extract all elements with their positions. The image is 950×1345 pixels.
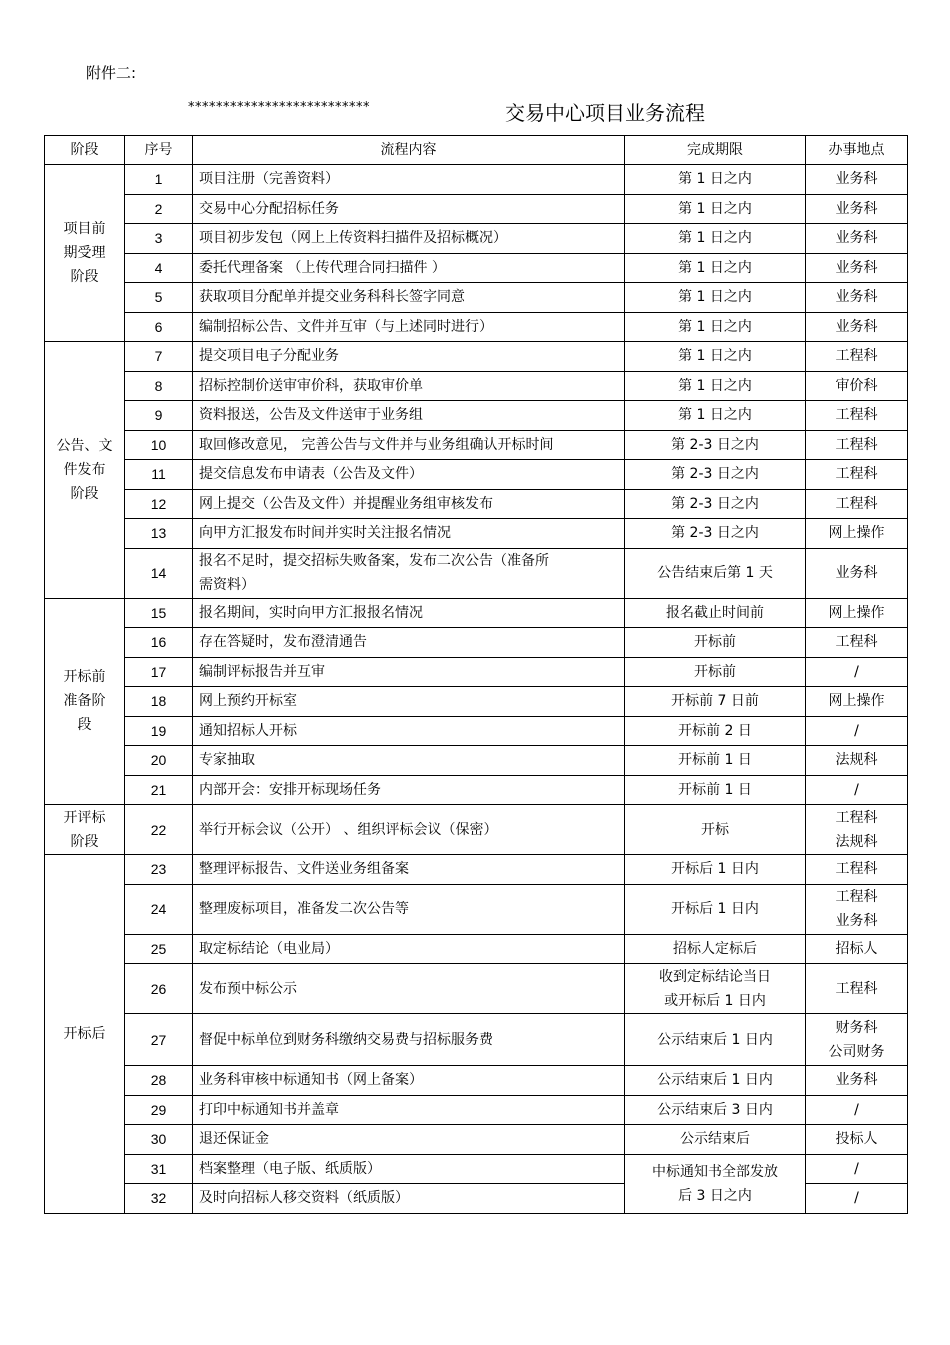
seq-cell: 8 bbox=[125, 371, 193, 401]
seq-cell: 1 bbox=[125, 165, 193, 195]
deadline-cell: 公示结束后 1 日内 bbox=[625, 1014, 806, 1066]
process-table bbox=[44, 135, 908, 1214]
place-cell: 审价科 bbox=[806, 371, 908, 401]
deadline-cell: 开标前 2 日 bbox=[625, 716, 806, 746]
table-row bbox=[45, 401, 908, 431]
stage-label-line: 阶段 bbox=[70, 833, 99, 850]
place-cell: / bbox=[806, 1095, 908, 1125]
content-cell: 提交项目电子分配业务 bbox=[193, 342, 625, 372]
deadline-cell: 第 1 日之内 bbox=[625, 224, 806, 254]
content-cell: 获取项目分配单并提交业务科科长签字同意 bbox=[193, 283, 625, 313]
deadline-cell: 公示结束后 1 日内 bbox=[625, 1066, 806, 1096]
seq-cell: 21 bbox=[125, 775, 193, 805]
stage-label-line: 件发布 bbox=[63, 461, 106, 478]
table-header-row bbox=[45, 136, 908, 165]
table-row bbox=[45, 194, 908, 224]
place-line: 工程科 bbox=[835, 809, 878, 826]
content-cell: 存在答疑时，发布澄清通告 bbox=[193, 628, 625, 658]
content-cell: 报名期间，实时向甲方汇报报名情况 bbox=[193, 598, 625, 628]
content-cell: 委托代理备案 （上传代理合同扫描件 ） bbox=[193, 253, 625, 283]
place-cell: / bbox=[806, 716, 908, 746]
stage-cell bbox=[45, 598, 125, 805]
place-cell bbox=[806, 805, 908, 855]
content-cell: 整理评标报告、文件送业务组备案 bbox=[193, 855, 625, 885]
content-line: 需资料） bbox=[199, 577, 255, 593]
stage-label-line: 项目前 bbox=[63, 221, 106, 237]
deadline-cell: 开标前 bbox=[625, 657, 806, 687]
seq-cell: 24 bbox=[125, 884, 193, 934]
content-cell: 打印中标通知书并盖章 bbox=[193, 1095, 625, 1125]
seq-cell: 32 bbox=[125, 1184, 193, 1214]
table-row bbox=[45, 1125, 908, 1155]
content-cell: 督促中标单位到财务科缴纳交易费与招标服务费 bbox=[193, 1014, 625, 1066]
deadline-line: 收到定标结论当日 bbox=[659, 968, 771, 985]
stage-label-line: 期受理 bbox=[63, 245, 106, 261]
table-row bbox=[45, 1095, 908, 1125]
stage-cell bbox=[45, 855, 125, 1214]
seq-cell: 9 bbox=[125, 401, 193, 431]
content-cell: 退还保证金 bbox=[193, 1125, 625, 1155]
place-cell: 工程科 bbox=[806, 489, 908, 519]
seq-cell: 10 bbox=[125, 430, 193, 460]
place-cell: 网上操作 bbox=[806, 687, 908, 717]
deadline-cell: 公示结束后 3 日内 bbox=[625, 1095, 806, 1125]
content-cell: 资料报送，公告及文件送审于业务组 bbox=[193, 401, 625, 431]
deadline-cell bbox=[625, 1154, 806, 1213]
table-row bbox=[45, 716, 908, 746]
content-cell: 招标控制价送审审价科，获取审价单 bbox=[193, 371, 625, 401]
table-row bbox=[45, 224, 908, 254]
seq-cell: 20 bbox=[125, 746, 193, 776]
place-cell: 工程科 bbox=[806, 430, 908, 460]
seq-cell: 25 bbox=[125, 934, 193, 964]
place-cell: 业务科 bbox=[806, 312, 908, 342]
place-cell: 业务科 bbox=[806, 253, 908, 283]
place-cell: / bbox=[806, 775, 908, 805]
deadline-cell: 第 1 日之内 bbox=[625, 342, 806, 372]
table-row bbox=[45, 430, 908, 460]
seq-cell: 27 bbox=[125, 1014, 193, 1066]
stage-label-line: 段 bbox=[77, 717, 92, 734]
place-cell: 业务科 bbox=[806, 165, 908, 195]
place-cell bbox=[806, 1014, 908, 1066]
place-cell: 工程科 bbox=[806, 855, 908, 885]
place-cell: 工程科 bbox=[806, 460, 908, 490]
deadline-cell: 第 1 日之内 bbox=[625, 371, 806, 401]
place-cell: 业务科 bbox=[806, 1066, 908, 1096]
place-line: 公司财务 bbox=[828, 1043, 885, 1060]
table-row bbox=[45, 283, 908, 313]
place-line: 工程科 bbox=[835, 889, 878, 905]
table-row bbox=[45, 519, 908, 549]
page-title: 交易中心项目业务流程 bbox=[505, 101, 705, 125]
deadline-cell: 第 2-3 日之内 bbox=[625, 489, 806, 519]
seq-cell: 4 bbox=[125, 253, 193, 283]
place-cell: / bbox=[806, 657, 908, 687]
content-cell: 网上提交（公告及文件）并提醒业务组审核发布 bbox=[193, 489, 625, 519]
table-row bbox=[45, 342, 908, 372]
content-cell: 网上预约开标室 bbox=[193, 687, 625, 717]
attachment-label: 附件二: bbox=[86, 64, 137, 82]
place-cell: 工程科 bbox=[806, 401, 908, 431]
content-cell: 项目注册（完善资料） bbox=[193, 165, 625, 195]
seq-cell: 30 bbox=[125, 1125, 193, 1155]
table-row bbox=[45, 312, 908, 342]
content-cell: 发布预中标公示 bbox=[193, 964, 625, 1014]
content-cell: 通知招标人开标 bbox=[193, 716, 625, 746]
content-cell: 专家抽取 bbox=[193, 746, 625, 776]
stage-cell bbox=[45, 805, 125, 855]
seq-cell: 7 bbox=[125, 342, 193, 372]
seq-cell: 17 bbox=[125, 657, 193, 687]
stage-label-line: 公告、文 bbox=[56, 437, 113, 454]
seq-cell: 2 bbox=[125, 194, 193, 224]
place-line: 法规科 bbox=[835, 833, 878, 850]
place-line: 业务科 bbox=[835, 913, 878, 929]
seq-cell: 6 bbox=[125, 312, 193, 342]
deadline-cell: 第 1 日之内 bbox=[625, 194, 806, 224]
deadline-cell: 开标前 7 日前 bbox=[625, 687, 806, 717]
seq-cell: 16 bbox=[125, 628, 193, 658]
place-cell: 工程科 bbox=[806, 342, 908, 372]
content-cell: 业务科审核中标通知书（网上备案） bbox=[193, 1066, 625, 1096]
deadline-cell: 第 1 日之内 bbox=[625, 283, 806, 313]
place-cell: 法规科 bbox=[806, 746, 908, 776]
stars-line: ************************** bbox=[188, 100, 370, 115]
place-cell: 网上操作 bbox=[806, 519, 908, 549]
deadline-cell: 第 1 日之内 bbox=[625, 312, 806, 342]
place-cell: 业务科 bbox=[806, 548, 908, 598]
deadline-cell bbox=[625, 964, 806, 1014]
table-row bbox=[45, 746, 908, 776]
deadline-line: 中标通知书全部发放 bbox=[652, 1163, 778, 1180]
seq-cell: 18 bbox=[125, 687, 193, 717]
table-row bbox=[45, 253, 908, 283]
deadline-cell: 第 2-3 日之内 bbox=[625, 519, 806, 549]
seq-cell: 5 bbox=[125, 283, 193, 313]
deadline-cell: 第 1 日之内 bbox=[625, 165, 806, 195]
stage-label-line: 阶段 bbox=[70, 269, 99, 285]
place-cell: 工程科 bbox=[806, 628, 908, 658]
header-place: 办事地点 bbox=[806, 136, 908, 165]
header-content: 流程内容 bbox=[193, 136, 625, 165]
content-cell: 举行开标会议（公开） 、组织评标会议（保密） bbox=[193, 805, 625, 855]
deadline-cell: 第 1 日之内 bbox=[625, 401, 806, 431]
content-cell: 取回修改意见， 完善公告与文件并与业务组确认开标时间 bbox=[193, 430, 625, 460]
table-row bbox=[45, 884, 908, 934]
deadline-line: 或开标后 1 日内 bbox=[664, 992, 766, 1009]
seq-cell: 15 bbox=[125, 598, 193, 628]
header-seq: 序号 bbox=[125, 136, 193, 165]
place-cell: 业务科 bbox=[806, 194, 908, 224]
deadline-cell: 开标前 1 日 bbox=[625, 746, 806, 776]
table-row bbox=[45, 657, 908, 687]
content-cell: 及时向招标人移交资料（纸质版） bbox=[193, 1184, 625, 1214]
seq-cell: 3 bbox=[125, 224, 193, 254]
content-cell: 提交信息发布申请表（公告及文件） bbox=[193, 460, 625, 490]
place-cell: / bbox=[806, 1154, 908, 1184]
content-cell: 交易中心分配招标任务 bbox=[193, 194, 625, 224]
content-cell: 项目初步发包（网上上传资料扫描件及招标概况） bbox=[193, 224, 625, 254]
stage-label-line: 开评标 bbox=[63, 809, 106, 826]
seq-cell: 19 bbox=[125, 716, 193, 746]
content-cell: 取定标结论（电业局） bbox=[193, 934, 625, 964]
table-row bbox=[45, 628, 908, 658]
table-row bbox=[45, 548, 908, 598]
table-row bbox=[45, 934, 908, 964]
place-cell: 投标人 bbox=[806, 1125, 908, 1155]
seq-cell: 29 bbox=[125, 1095, 193, 1125]
seq-cell: 26 bbox=[125, 964, 193, 1014]
stage-cell bbox=[45, 342, 125, 599]
content-cell: 档案整理（电子版、纸质版） bbox=[193, 1154, 625, 1184]
table-row bbox=[45, 964, 908, 1014]
place-cell bbox=[806, 884, 908, 934]
seq-cell: 11 bbox=[125, 460, 193, 490]
place-cell: 业务科 bbox=[806, 283, 908, 313]
deadline-cell: 开标前 1 日 bbox=[625, 775, 806, 805]
deadline-cell: 招标人定标后 bbox=[625, 934, 806, 964]
place-cell: 网上操作 bbox=[806, 598, 908, 628]
content-cell: 向甲方汇报发布时间并实时关注报名情况 bbox=[193, 519, 625, 549]
header-stage: 阶段 bbox=[45, 136, 125, 165]
content-cell: 内部开会：安排开标现场任务 bbox=[193, 775, 625, 805]
deadline-cell: 开标后 1 日内 bbox=[625, 884, 806, 934]
content-cell: 编制评标报告并互审 bbox=[193, 657, 625, 687]
table-row bbox=[45, 1154, 908, 1184]
content-line: 报名不足时，提交招标失败备案，发布二次公告（准备所 bbox=[199, 553, 549, 569]
table-row bbox=[45, 855, 908, 885]
seq-cell: 28 bbox=[125, 1066, 193, 1096]
table-body bbox=[45, 165, 908, 1214]
deadline-cell: 第 2-3 日之内 bbox=[625, 460, 806, 490]
seq-cell: 22 bbox=[125, 805, 193, 855]
table-row bbox=[45, 165, 908, 195]
deadline-cell: 开标 bbox=[625, 805, 806, 855]
content-cell: 编制招标公告、文件并互审（与上述同时进行） bbox=[193, 312, 625, 342]
table-row bbox=[45, 1014, 908, 1066]
stage-label-line: 准备阶 bbox=[63, 693, 106, 710]
seq-cell: 13 bbox=[125, 519, 193, 549]
place-cell: 招标人 bbox=[806, 934, 908, 964]
deadline-cell: 开标后 1 日内 bbox=[625, 855, 806, 885]
content-cell bbox=[193, 548, 625, 598]
place-cell: 工程科 bbox=[806, 964, 908, 1014]
table-row bbox=[45, 775, 908, 805]
stage-label-line: 开标前 bbox=[63, 669, 106, 686]
deadline-cell: 公告结束后第 1 天 bbox=[625, 548, 806, 598]
deadline-cell: 第 1 日之内 bbox=[625, 253, 806, 283]
seq-cell: 23 bbox=[125, 855, 193, 885]
table-row bbox=[45, 805, 908, 855]
place-cell: 业务科 bbox=[806, 224, 908, 254]
table-row bbox=[45, 598, 908, 628]
deadline-line: 后 3 日之内 bbox=[678, 1187, 752, 1204]
content-cell: 整理废标项目，准备发二次公告等 bbox=[193, 884, 625, 934]
place-line: 财务科 bbox=[835, 1019, 878, 1036]
table-row bbox=[45, 687, 908, 717]
table-row bbox=[45, 489, 908, 519]
table-row bbox=[45, 460, 908, 490]
seq-cell: 31 bbox=[125, 1154, 193, 1184]
stage-label-line: 开标后 bbox=[63, 1025, 106, 1042]
seq-cell: 14 bbox=[125, 548, 193, 598]
seq-cell: 12 bbox=[125, 489, 193, 519]
deadline-cell: 第 2-3 日之内 bbox=[625, 430, 806, 460]
header-deadline: 完成期限 bbox=[625, 136, 806, 165]
deadline-cell: 报名截止时间前 bbox=[625, 598, 806, 628]
place-cell: / bbox=[806, 1184, 908, 1214]
deadline-cell: 开标前 bbox=[625, 628, 806, 658]
table-row bbox=[45, 371, 908, 401]
stage-label-line: 阶段 bbox=[70, 485, 99, 502]
deadline-cell: 公示结束后 bbox=[625, 1125, 806, 1155]
stage-cell bbox=[45, 165, 125, 342]
table-row bbox=[45, 1066, 908, 1096]
